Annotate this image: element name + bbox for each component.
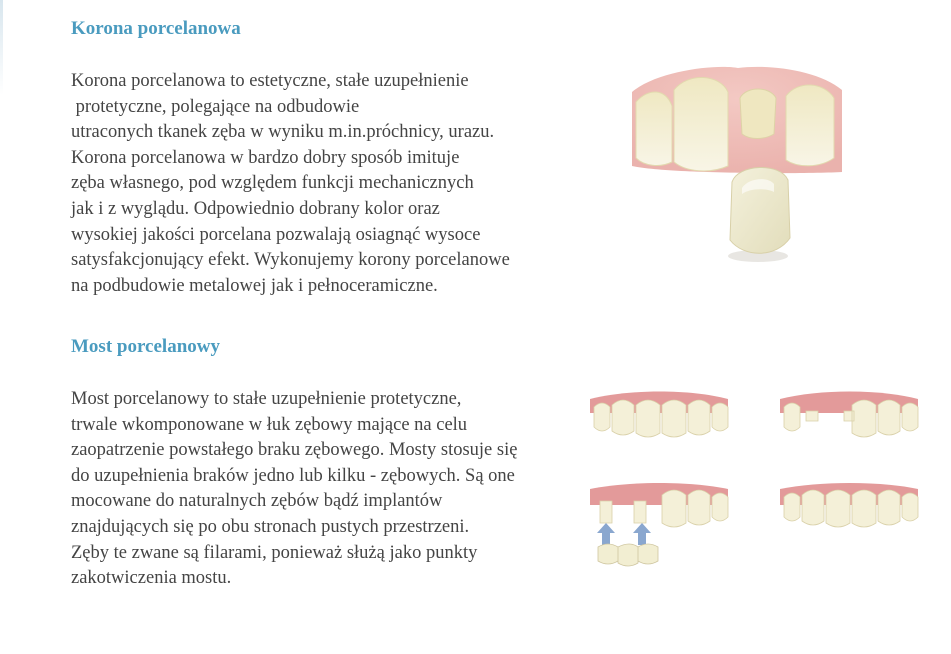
tooth-prepared-stump	[740, 89, 776, 139]
bridge-text-line: Most porcelanowy to stałe uzupełnienie protetyczne,	[71, 389, 462, 409]
bridge-panel-result	[780, 483, 918, 527]
bridge-text-line: Zęby te zwane są filarami, ponieważ służą jako punkty	[71, 542, 478, 563]
bridge-panel-placement	[590, 483, 728, 566]
bridge-text-line: zakotwiczenia mostu.	[71, 568, 232, 589]
crown-text-line: Korona porcelanowa to estetyczne, stałe uzupełnienie	[71, 71, 469, 91]
crown-text-line: wysokiej jakości porcelana pozwalają osiagnąć wysoce	[71, 224, 481, 245]
crown-text-line: utraconych tkanek zęba w wyniku m.in.próchnicy, urazu.	[71, 122, 495, 143]
tooth-right	[786, 85, 834, 166]
left-edge-decoration	[0, 0, 3, 95]
bridge-text-line: mocowane do naturalnych zębów bądź implantów	[71, 491, 443, 512]
arrow-up-icon	[597, 523, 615, 545]
bridge-text-line: zaopatrzenie powstałego braku zębowego. Mosty stosuje się	[71, 440, 518, 461]
crown-text-line: na podbudowie metalowej jak i pełnoceramiczne.	[71, 275, 438, 296]
porcelain-bridge-illustration	[588, 385, 928, 577]
bridge-piece	[598, 544, 658, 566]
crown-text-line: satysfakcjonujący efekt. Wykonujemy korony porcelanowe	[71, 250, 510, 271]
bridge-panel-gap	[780, 392, 918, 438]
crown-text-line: jak i z wyglądu. Odpowiednio dobrany kolor oraz	[71, 198, 440, 219]
crown-text-line: zęba własnego, pod względem funkcji mechanicznych	[71, 173, 474, 194]
crown-text-line: protetyczne, polegające na odbudowie	[71, 96, 360, 117]
bridge-section-heading: Most porcelanowy	[71, 336, 220, 357]
bridge-text-line: trwale wkomponowane w łuk zębowy mające na celu	[71, 414, 468, 435]
crown-section-text	[71, 69, 571, 299]
arrow-up-icon	[633, 523, 651, 545]
bridge-text-line: znajdujących się po obu stronach pustych przestrzeni.	[71, 516, 470, 537]
tooth-central	[674, 77, 728, 170]
crown-section-heading: Korona porcelanowa	[71, 18, 241, 39]
bridge-section-text	[71, 387, 571, 592]
tooth-left	[636, 92, 672, 166]
bridge-text-line: do uzupełnienia braków jedno lub kilku - zębowych. Są one	[71, 465, 515, 486]
porcelain-crown-illustration	[628, 62, 844, 267]
bridge-panel-intact	[590, 392, 728, 438]
crown-text-line: Korona porcelanowa w bardzo dobry sposób imituje	[71, 147, 460, 168]
